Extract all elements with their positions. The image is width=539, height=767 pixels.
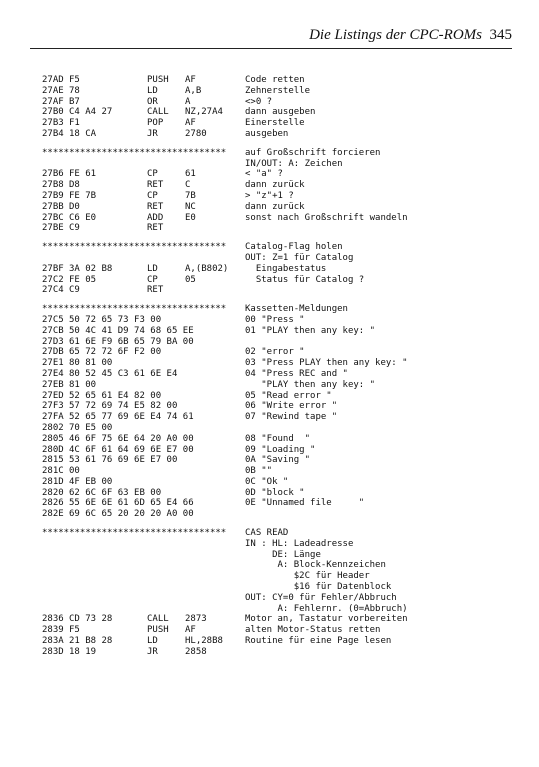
operands: 61 [185,169,196,180]
comment: sonst nach Großschrift wandeln [245,212,408,223]
listing-line [42,636,512,647]
address: 27AE [42,85,64,96]
assembly-listing [42,75,512,658]
address: 27B8 [42,180,64,191]
comment: 0B "" [245,466,273,477]
hex-bytes: C6 E0 [69,212,97,223]
address: 27B3 [42,118,64,129]
listing-line [42,477,512,488]
section-header-line [42,242,512,253]
page-header [30,24,512,49]
comment: 05 "Read error " [245,390,332,401]
listing-line [42,159,512,170]
address: 27C4 [42,285,64,296]
address: 27E4 [42,368,64,379]
listing-line [42,455,512,466]
hex-bytes: CD 73 28 [69,614,113,625]
operands: 7B [185,190,196,201]
comment: dann zurück [245,201,305,212]
comment: DE: Länge [245,549,321,560]
address: 282E [42,509,64,520]
listing-line [42,326,512,337]
listing-spacer [42,140,512,148]
comment: 09 "Loading " [245,444,316,455]
comment: Code retten [245,75,305,85]
address: 281D [42,476,64,487]
listing-line [42,550,512,561]
listing-line [42,337,512,348]
address: 27E1 [42,358,64,369]
operands: NZ,27A4 [185,107,223,118]
address: 27DB [42,347,64,358]
comment: 0C "Ok " [245,476,289,487]
listing-line [42,86,512,97]
comment: Zehnerstelle [245,85,311,96]
mnemonic: LD [147,263,158,274]
mnemonic: RET [147,180,164,191]
hex-bytes: 18 19 [69,646,97,657]
listing-line [42,401,512,412]
address: 27B0 [42,107,64,118]
listing-line [42,169,512,180]
mnemonic: RET [147,285,164,296]
address: 27C5 [42,314,64,325]
comment: $16 für Datenblock [245,582,392,593]
comment: "PLAY then any key: " [245,379,376,390]
listing-line [42,213,512,224]
mnemonic: JR [147,646,158,657]
hex-bytes: 21 B8 28 [69,636,113,647]
operands: 2873 [185,614,207,625]
hex-bytes: 53 61 76 69 6E E7 00 [69,455,178,466]
hex-bytes: 4C 6F 61 64 69 6E E7 00 [69,444,194,455]
address: 283A [42,636,64,647]
operands: NC [185,201,196,212]
comment: 06 "Write error " [245,401,338,412]
hex-bytes: 80 81 00 [69,358,113,369]
address: 27BC [42,212,64,223]
comment: 0D "block " [245,487,305,498]
operands: A,B [185,85,202,96]
page-title: Die Listings der CPC-ROMs [309,27,482,43]
address: 27B4 [42,128,64,139]
comment: Motor an, Tastatur vorbereiten [245,614,408,625]
listing-line [42,582,512,593]
address: 27B9 [42,190,64,201]
hex-bytes: 62 6C 6F 63 EB 00 [69,487,162,498]
comment: OUT: CY=0 für Fehler/Abbruch [245,592,397,603]
mnemonic: POP [147,118,164,129]
hex-bytes: C9 [69,223,80,234]
operands: AF [185,625,196,636]
address: 27AD [42,75,64,85]
comment: auf Großschrift forcieren [245,147,381,158]
listing-line [42,223,512,234]
operands: 2780 [185,128,207,139]
listing-line [42,614,512,625]
hex-bytes: F5 [69,75,80,85]
comment: IN : HL: Ladeadresse [245,538,354,549]
hex-bytes: 3A 02 B8 [69,263,113,274]
comment: 00 "Press " [245,314,305,325]
address: 2826 [42,498,64,509]
listing-line [42,202,512,213]
address: 280D [42,444,64,455]
hex-bytes: D8 [69,180,80,191]
mnemonic: LD [147,85,158,96]
comment: OUT: Z=1 für Catalog [245,252,354,263]
hex-bytes: 81 00 [69,379,97,390]
listing-line [42,625,512,636]
comment: 08 "Found " [245,433,311,444]
mnemonic: RET [147,223,164,234]
comment: CAS READ [245,528,289,539]
hex-bytes: C9 [69,285,80,296]
address: 27EB [42,379,64,390]
comment: 0A "Saving " [245,455,311,466]
comment: $2C für Header [245,571,370,582]
hex-bytes: FE 7B [69,190,97,201]
listing-line [42,412,512,423]
page-number: 345 [489,27,512,43]
operands: AF [185,75,196,85]
section-header-line [42,148,512,159]
address: 27C2 [42,274,64,285]
hex-bytes: 69 6C 65 20 20 20 A0 00 [69,509,194,520]
comment: 04 "Press REC and " [245,368,348,379]
comment: A: Block-Kennzeichen [245,560,386,571]
hex-bytes: 00 [69,466,80,477]
address: 27F3 [42,401,64,412]
comment: dann ausgeben [245,107,316,118]
comment: <>0 ? [245,96,273,107]
operands: 2858 [185,646,207,657]
mnemonic: PUSH [147,75,169,85]
listing-line [42,380,512,391]
separator-stars: ********************************** [42,147,227,158]
address: 283D [42,646,64,657]
listing-line [42,369,512,380]
listing-line [42,488,512,499]
address: 27D3 [42,336,64,347]
address: 27B6 [42,169,64,180]
address: 2805 [42,433,64,444]
hex-bytes: 18 CA [69,128,97,139]
comment: 0E "Unnamed file " [245,498,365,509]
listing-line [42,253,512,264]
operands: 05 [185,274,196,285]
hex-bytes: FE 61 [69,169,97,180]
listing-spacer [42,234,512,242]
listing-line [42,285,512,296]
listing-line [42,593,512,604]
comment: A: Fehlernr. (0=Abbruch) [245,603,408,614]
listing-line [42,315,512,326]
hex-bytes: 50 4C 41 D9 74 68 65 EE [69,325,194,336]
address: 27FA [42,412,64,423]
listing-line [42,498,512,509]
hex-bytes: 80 52 45 C3 61 6E E4 [69,368,178,379]
mnemonic: CP [147,169,158,180]
comment: < "a" ? [245,169,283,180]
listing-line [42,434,512,445]
mnemonic: CP [147,274,158,285]
operands: A [185,96,191,107]
hex-bytes: 52 65 77 69 6E E4 74 61 [69,412,194,423]
address: 27CB [42,325,64,336]
listing-line [42,445,512,456]
mnemonic: OR [147,96,158,107]
mnemonic: CP [147,190,158,201]
mnemonic: JR [147,128,158,139]
address: 27BF [42,263,64,274]
comment: 07 "Rewind tape " [245,412,338,423]
listing-line [42,423,512,434]
separator-stars: ********************************** [42,528,227,539]
mnemonic: CALL [147,614,169,625]
mnemonic: CALL [147,107,169,118]
hex-bytes: 55 6E 6E 61 6D 65 E4 66 [69,498,194,509]
hex-bytes: F5 [69,625,80,636]
address: 27BB [42,201,64,212]
listing-line [42,391,512,402]
hex-bytes: 65 72 72 6F F2 00 [69,347,162,358]
address: 27AF [42,96,64,107]
listing-line [42,647,512,658]
address: 2839 [42,625,64,636]
listing-line [42,97,512,108]
comment: Catalog-Flag holen [245,242,343,253]
address: 2836 [42,614,64,625]
comment: Kassetten-Meldungen [245,304,348,315]
hex-bytes: 4F EB 00 [69,476,113,487]
section-header-line [42,528,512,539]
comment: Eingabestatus [245,263,327,274]
hex-bytes: 78 [69,85,80,96]
listing-line [42,75,512,86]
comment: > "z"+1 ? [245,190,294,201]
listing-line [42,275,512,286]
hex-bytes: B7 [69,96,80,107]
listing-line [42,560,512,571]
comment: 02 "error " [245,347,305,358]
address: 2802 [42,422,64,433]
operands: A,(B802) [185,263,229,274]
hex-bytes: FE 05 [69,274,97,285]
operands: AF [185,118,196,129]
section-header-line [42,304,512,315]
address: 281C [42,466,64,477]
listing-line [42,571,512,582]
listing-spacer [42,520,512,528]
operands: E0 [185,212,196,223]
operands: HL,28B8 [185,636,223,647]
listing-line [42,604,512,615]
listing-line [42,347,512,358]
listing-line [42,180,512,191]
address: 2815 [42,455,64,466]
comment: Status für Catalog ? [245,274,365,285]
comment: 01 "PLAY then any key: " [245,325,376,336]
comment: ausgeben [245,128,289,139]
hex-bytes: 46 6F 75 6E 64 20 A0 00 [69,433,194,444]
hex-bytes: F1 [69,118,80,129]
mnemonic: ADD [147,212,164,223]
separator-stars: ********************************** [42,242,227,253]
comment: dann zurück [245,180,305,191]
hex-bytes: 50 72 65 73 F3 00 [69,314,162,325]
listing-spacer [42,296,512,304]
listing-line [42,129,512,140]
listing-line [42,509,512,520]
operands: C [185,180,191,191]
listing-line [42,358,512,369]
hex-bytes: D0 [69,201,80,212]
hex-bytes: 57 72 69 74 E5 82 00 [69,401,178,412]
comment: IN/OUT: A: Zeichen [245,158,343,169]
hex-bytes: 52 65 61 E4 82 00 [69,390,162,401]
separator-stars: ********************************** [42,304,227,315]
listing-line [42,107,512,118]
listing-line [42,539,512,550]
comment: Routine für eine Page lesen [245,636,392,647]
hex-bytes: C4 A4 27 [69,107,113,118]
comment: alten Motor-Status retten [245,625,381,636]
listing-line [42,466,512,477]
hex-bytes: 61 6E F9 6B 65 79 BA 00 [69,336,194,347]
mnemonic: LD [147,636,158,647]
comment: Einerstelle [245,118,305,129]
listing-line [42,118,512,129]
hex-bytes: 70 E5 00 [69,422,113,433]
address: 2820 [42,487,64,498]
address: 27ED [42,390,64,401]
listing-line [42,264,512,275]
mnemonic: PUSH [147,625,169,636]
listing-line [42,191,512,202]
mnemonic: RET [147,201,164,212]
address: 27BE [42,223,64,234]
comment: 03 "Press PLAY then any key: " [245,358,408,369]
